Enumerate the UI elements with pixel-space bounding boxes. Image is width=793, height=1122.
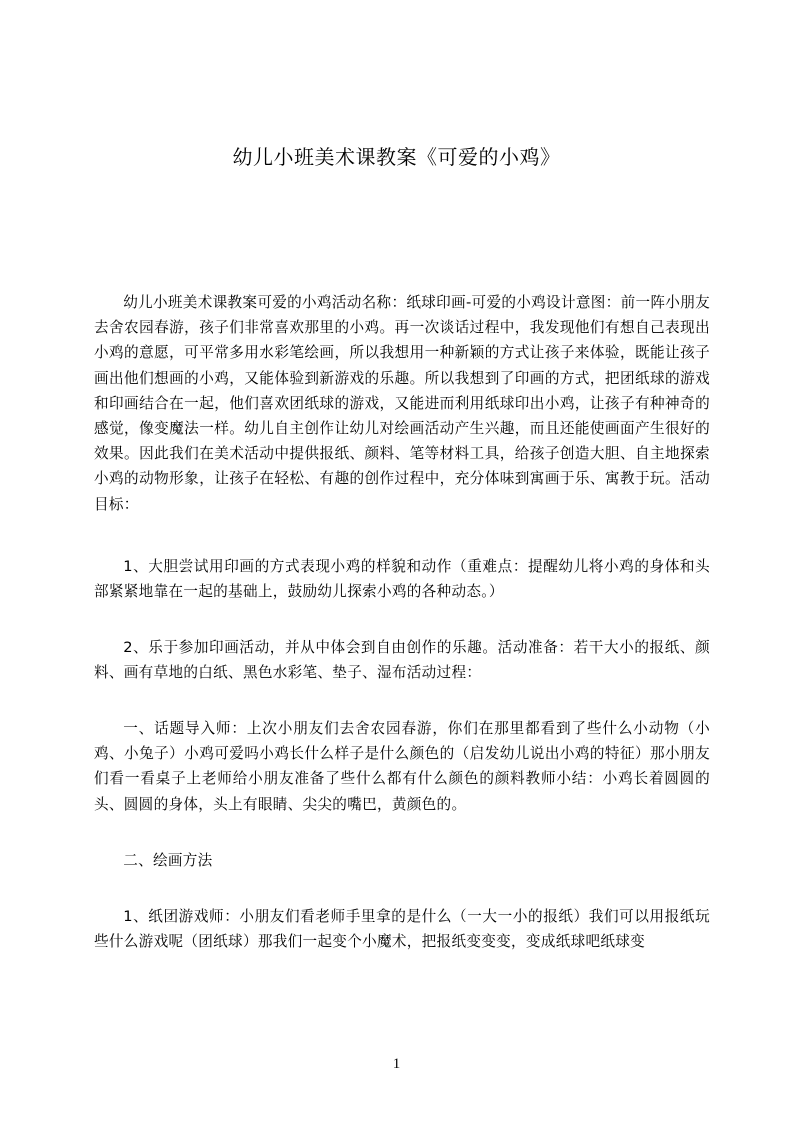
paragraph-topic-intro: 一、话题导入师：上次小朋友们去舍农园春游，你们在那里都看到了些什么小动物（小鸡、小兔子）小鸡可爱吗小鸡长什么样子是什么颜色的（启发幼儿说出小鸡的特征）那小朋友们看一看桌子上老师给小朋友准备了些什么都有什么颜色的颜料教师小结：小鸡长着圆圆的头、圆圆的身体，头上有眼睛、尖尖的嘴巴，黄颜色的。 — [94, 720, 710, 813]
paragraph-goal-1: 1、大胆尝试用印画的方式表现小鸡的样貌和动作（重难点：提醒幼儿将小鸡的身体和头部紧紧地靠在一起的基础上，鼓励幼儿探索小鸡的各种动态。） — [94, 558, 710, 601]
page-number: 1 — [392, 1056, 401, 1072]
section-heading-drawing-method: 二、绘画方法 — [123, 852, 213, 869]
document-title: 幼儿小班美术课教案《可爱的小鸡》 — [232, 145, 561, 169]
paragraph-intro: 幼儿小班美术课教案可爱的小鸡活动名称：纸球印画-可爱的小鸡设计意图：前一阵小朋友去舍农园春游，孩子们非常喜欢那里的小鸡。再一次谈话过程中，我发现他们有想自己表现出小鸡的意愿，可平常多用水彩笔绘画，所以我想用一种新颖的方式让孩子来体验，既能让孩子画出他们想画的小鸡，又能体验到新游戏的乐趣。所以我想到了印画的方式，把团纸球的游戏和印画结合在一起，他们喜欢团纸球的游戏，又能进而利用纸球印出小鸡，让孩子有种神奇的感觉，像变魔法一样。幼儿自主创作让幼儿对绘画活动产生兴趣，而且还能使画面产生很好的效果。因此我们在美术活动中提供报纸、颜料、笔等材料工具，给孩子创造大胆、自主地探索小鸡的动物形象，让孩子在轻松、有趣的创作过程中，充分体味到寓画于乐、寓教于玩。活动目标： — [94, 294, 710, 513]
paragraph-paper-ball-game: 1、纸团游戏师：小朋友们看老师手里拿的是什么（一大一小的报纸）我们可以用报纸玩些什么游戏呢（团纸球）那我们一起变个小魔术，把报纸变变变，变成纸球吧纸球变 — [94, 908, 710, 951]
paragraph-goal-2: 2、乐于参加印画活动，并从中体会到自由创作的乐趣。活动准备：若干大小的报纸、颜料、画有草地的白纸、黑色水彩笔、垫子、湿布活动过程： — [94, 639, 710, 682]
